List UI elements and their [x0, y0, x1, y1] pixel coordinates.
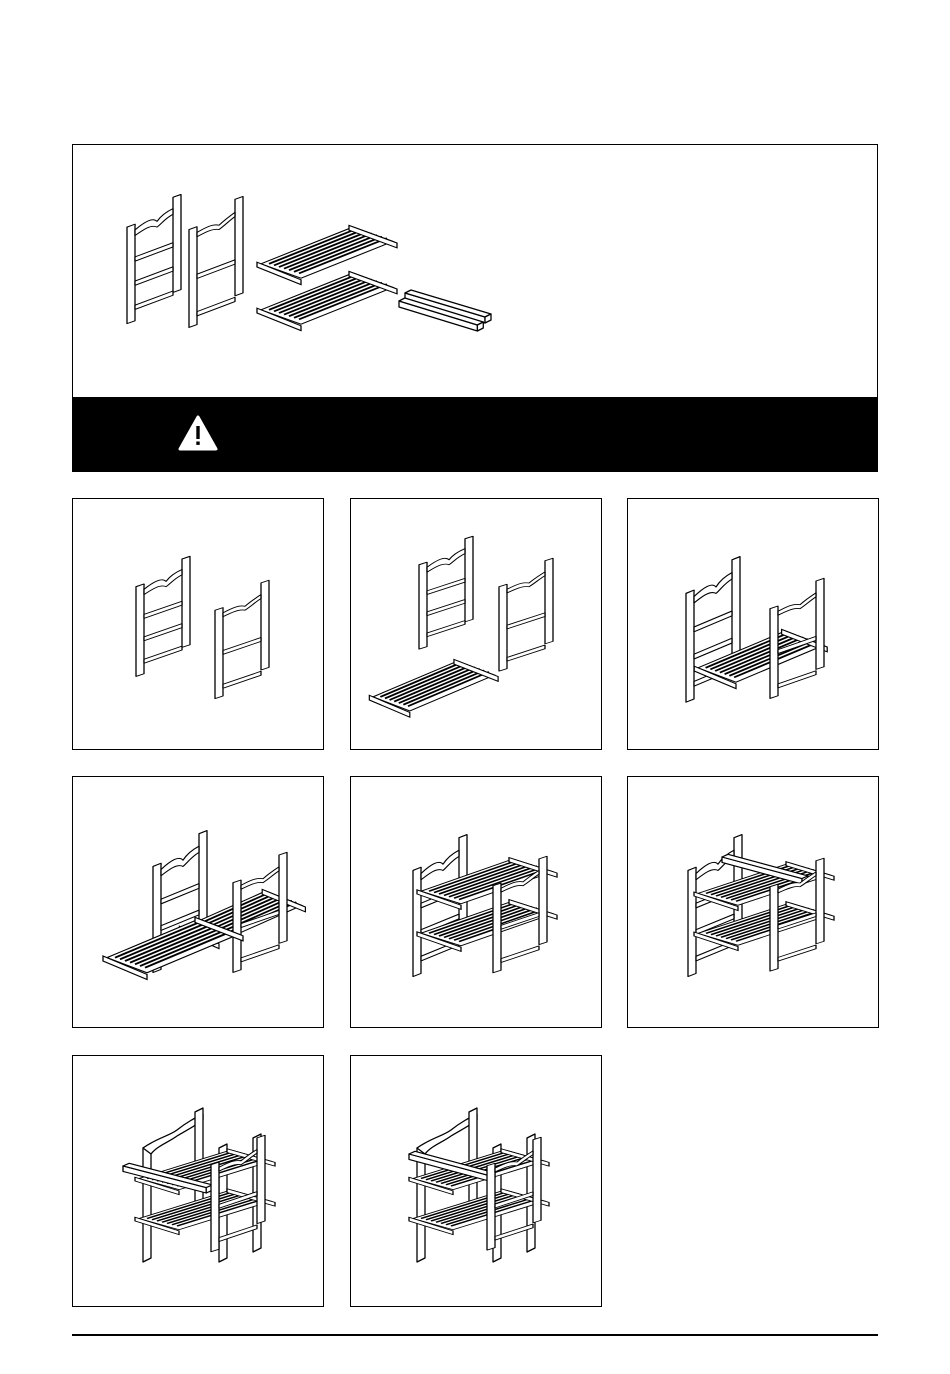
- step-2-illustration: [351, 499, 603, 751]
- step-6-illustration: [628, 777, 880, 1029]
- step-1-panel: [72, 498, 324, 750]
- footer-rule: [72, 1334, 878, 1336]
- step-5-illustration: [351, 777, 603, 1029]
- warning-banner: [72, 397, 878, 472]
- left-side-frame: [127, 194, 181, 323]
- step-7-illustration: [73, 1056, 325, 1308]
- step-3-illustration: [628, 499, 880, 751]
- step-6-panel: [627, 776, 879, 1028]
- step-4-panel: [72, 776, 324, 1028]
- step-4-illustration: [73, 777, 325, 1029]
- right-side-frame: [189, 196, 243, 327]
- warning-triangle-icon: [72, 397, 878, 472]
- step-5-panel: [350, 776, 602, 1028]
- step-8-panel: [350, 1055, 602, 1307]
- step-7-panel: [72, 1055, 324, 1307]
- step-1-illustration: [73, 499, 325, 751]
- step-2-panel: [350, 498, 602, 750]
- parts-overview-panel: [72, 144, 878, 398]
- slatted-shelf-upper: [257, 225, 397, 284]
- step-8-illustration: [351, 1056, 603, 1308]
- step-3-panel: [627, 498, 879, 750]
- slatted-shelf-lower: [257, 271, 397, 330]
